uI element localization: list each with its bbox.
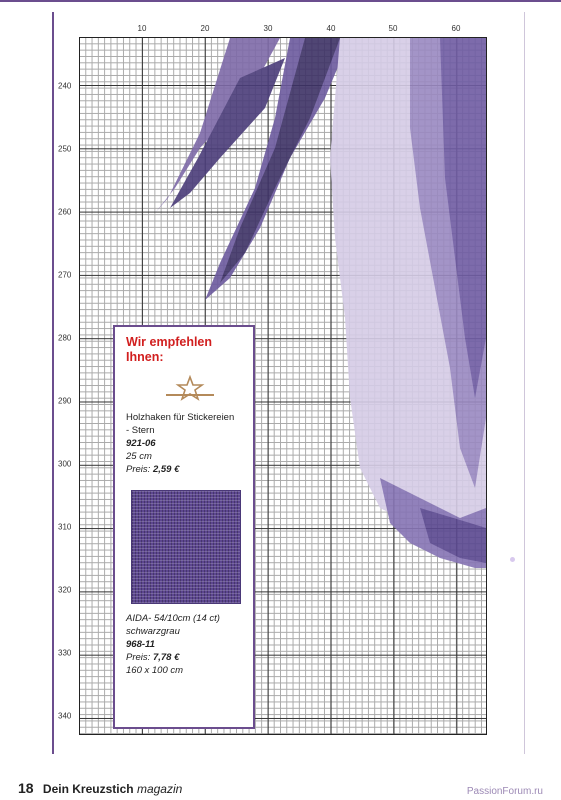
row-label: 260 — [58, 207, 72, 217]
page-footer — [18, 780, 182, 796]
product2-name: AIDA- 54/10cm (14 ct) — [126, 613, 220, 624]
row-label: 290 — [58, 396, 72, 406]
row-label: 300 — [58, 459, 72, 469]
row-label: 320 — [58, 585, 72, 595]
column-label: 20 — [200, 24, 210, 33]
row-label: 340 — [58, 711, 72, 721]
product1-price-row — [126, 463, 243, 476]
aida-fabric-swatch — [131, 490, 241, 604]
row-label: 250 — [58, 144, 72, 154]
magazine-suffix: magazin — [136, 782, 183, 796]
product2-code: 968-11 — [126, 639, 155, 650]
column-label: 40 — [326, 24, 336, 33]
row-label: 330 — [58, 648, 72, 658]
product1-price: 2,59 € — [152, 464, 180, 475]
product2-size: 160 x 100 cm — [126, 665, 184, 676]
left-frame-line — [52, 12, 54, 754]
right-frame-line — [524, 12, 525, 754]
watermark-text: PassionForum.ru — [466, 786, 543, 797]
column-label: 10 — [137, 24, 147, 33]
recommendation-title: Wir empfehlen Ihnen: — [126, 335, 213, 364]
product1-price-label: Preis: — [126, 464, 151, 475]
column-label: 60 — [451, 24, 461, 33]
column-label: 50 — [388, 24, 398, 33]
row-label: 240 — [58, 81, 72, 91]
product2-color: schwarzgrau — [126, 626, 180, 637]
decorative-dot — [510, 557, 515, 562]
product1-name-line1: Holzhaken für Stickereien — [126, 412, 235, 423]
product2-price: 7,78 € — [152, 652, 180, 663]
page-number: 18 — [18, 780, 34, 796]
column-number-labels — [0, 24, 561, 38]
star-hook-icon — [164, 375, 216, 405]
row-label: 270 — [58, 270, 72, 280]
product1-size: 25 cm — [126, 451, 152, 462]
column-label: 30 — [263, 24, 273, 33]
row-label: 280 — [58, 333, 72, 343]
magazine-name: Dein Kreuzstich — [42, 782, 134, 796]
product1-name-line2: - Stern — [126, 425, 155, 436]
top-frame-line — [0, 0, 561, 2]
recommendation-box — [113, 325, 255, 729]
product1-code: 921-06 — [126, 438, 156, 449]
product2-price-label: Preis: — [126, 652, 151, 663]
row-label: 310 — [58, 522, 72, 532]
product2-price-row — [126, 651, 243, 664]
